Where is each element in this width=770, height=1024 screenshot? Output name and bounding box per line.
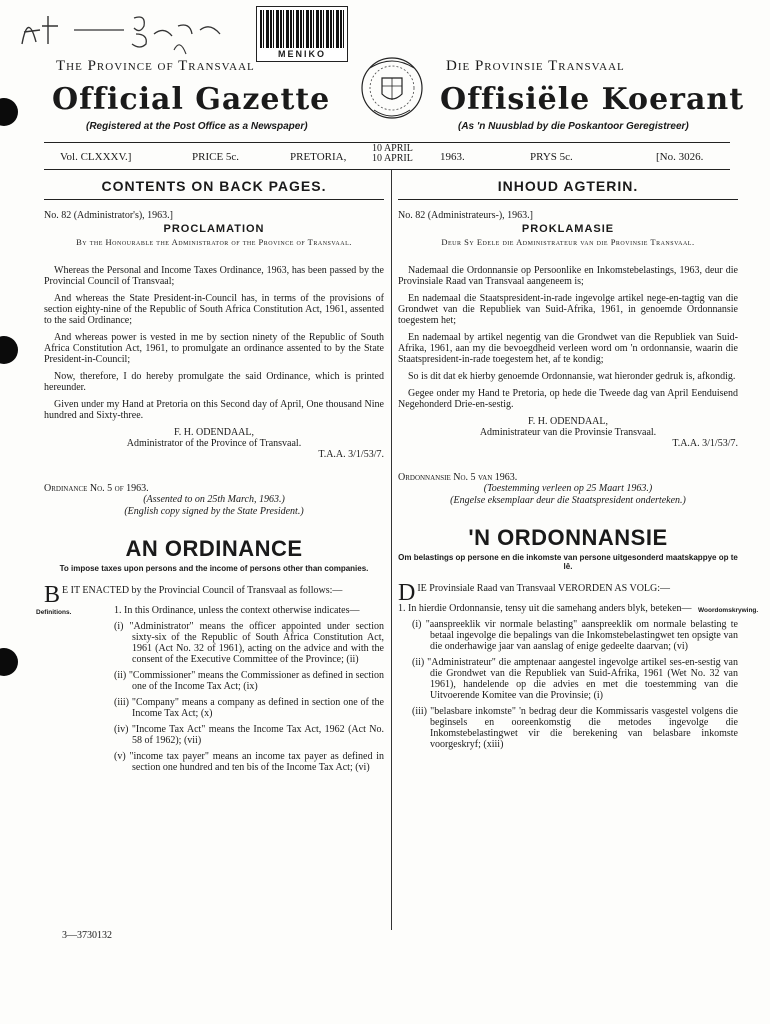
issue-date — [372, 144, 413, 164]
price-af: PRYS 5c. — [530, 151, 573, 163]
signatory-title: Administrateur van die Provinsie Transvaal. — [479, 427, 657, 438]
signatory-name: F. H. ODENDAAL, — [527, 416, 609, 427]
barcode-bars — [260, 10, 344, 48]
ordinance-number: Ordonnansie No. 5 van 1963. — [398, 472, 518, 483]
place: PRETORIA, — [290, 151, 347, 163]
signatory-title: Administrator of the Province of Transvaal. — [126, 438, 302, 449]
punch-hole — [0, 648, 18, 676]
column-divider — [391, 170, 392, 930]
paragraph: Given under my Hand at Pretoria on this Second day of April, One thousand Nine hundred and Sixty-three. — [44, 399, 384, 421]
barcode — [256, 6, 348, 62]
drop-cap: D — [398, 580, 416, 606]
enacting-text: IE Provinsiale Raad van Transvaal VERORDEN AS VOLG:— — [417, 583, 671, 594]
paragraph: En nademaal die Staatspresident-in-rade ingevolge artikel nege-en-tagtig van die Grondwet van die Republiek van Suid-Afrika, 1961, in genoemde Ordonnansie toegestem het; — [398, 293, 738, 326]
signed-copy-note: (English copy signed by the State President.) — [124, 506, 304, 517]
paragraph: Nademaal die Ordonnansie op Persoonlike en Inkomstebelastings, 1963, deur die Provinsiale Raad van Transvaal aangeneem is; — [398, 265, 738, 287]
issue-date-line: 10 APRIL — [372, 143, 413, 154]
paragraph: Gegee onder my Hand te Pretoria, op hede die Tweede dag van April Eenduisend Negehonderd Drie-en-sestig. — [398, 388, 738, 410]
paragraph: And whereas power is vested in me by section ninety of the Republic of South Africa Constitution Act, 1961, to promulgate an ordinance assented to by the State President-in-Council; — [44, 332, 384, 365]
paragraph: En nademaal by artikel negentig van die Grondwet van die Republiek van Suid-Afrika, 1961, aan my die bevoegdheid verleen word om 'n ordonnansie, waarin die Staatspresident-in-rade toegestem het, af te kondig; — [398, 332, 738, 365]
enacting-clause — [44, 582, 384, 608]
contents-note: INHOUD AGTERIN. — [398, 170, 738, 200]
proclamation-authority: Deur Sy Edele die Administrateur van die Provinsie Transvaal. — [441, 237, 695, 247]
issue-number: [No. 3026. — [656, 151, 704, 163]
ordinance-subtitle: Om belastings op persone en die inkomste van persone uitgesonderd maatskappye op te lê. — [398, 553, 738, 571]
paragraph: And whereas the State President-in-Council has, in terms of the provisions of section eighty-nine of the Republic of South Africa Constitution Act, 1961, assented to the said Ordinance; — [44, 293, 384, 326]
registered-note-af: (As 'n Nuusblad by die Poskantoor Geregistreer) — [458, 121, 689, 132]
definition-item: (iii) "belasbare inkomste" 'n bedrag deur die Kommissaris vasgestel volgens die beginsels en ooreenkomstig die metodes ingevolge die Inkomstebelastingwet vir die berekening van belasbare inkomste voorgeskryf; (xiii) — [412, 706, 738, 750]
volume-number: Vol. CLXXXV.] — [60, 151, 132, 163]
ordinance-title: AN ORDINANCE — [125, 536, 303, 561]
registered-note-en: (Registered at the Post Office as a Newspaper) — [86, 121, 308, 132]
punch-hole — [0, 98, 18, 126]
signed-copy-note: (Engelse eksemplaar deur die Staatspresident onderteken.) — [450, 495, 686, 506]
issue-info-bar — [44, 142, 730, 170]
signature-block — [398, 416, 738, 438]
paragraph: Now, therefore, I do hereby promulgate the said Ordinance, which is printed hereunder. — [44, 371, 384, 393]
definition-item: (iv) "Income Tax Act" means the Income Tax Act, 1962 (Act No. 58 of 1962); (vii) — [114, 724, 384, 746]
assent-date: (Assented to on 25th March, 1963.) — [143, 494, 285, 505]
contents-note: CONTENTS ON BACK PAGES. — [44, 170, 384, 200]
signature-block — [44, 427, 384, 449]
issue-date-line: 10 APRIL — [372, 153, 413, 164]
barcode-label: MENIKO — [278, 49, 326, 59]
signatory-name: F. H. ODENDAAL, — [173, 427, 255, 438]
ordinance-subtitle: To impose taxes upon persons and the income of persons other than companies. — [59, 564, 369, 573]
definition-item: (i) "aanspreeklik vir normale belasting" aanspreeklik om normale belasting te betaal ingevolge die bepalings van die Inkomstebelastingwet ten opsigte van die onderhawige jaar van aanslag of enige gedeelte daarvan; (vi) — [412, 619, 738, 652]
clause-1 — [398, 603, 759, 614]
definition-item: (i) "Administrator" means the officer appointed under section sixty-six of the Republic of South Africa Constitution Act, 1961 (Act No. 32 of 1961), acting on the advice and with the consent of the Executive Committee of the Province; (ii) — [114, 621, 384, 665]
proclamation-heading: PROKLAMASIE — [521, 223, 615, 235]
assent-date: (Toestemming verleen op 25 Maart 1963.) — [483, 483, 653, 494]
clause-text: 1. In this Ordinance, unless the context otherwise indicates— — [114, 605, 360, 616]
margin-note: Woordomskrywing. — [698, 607, 759, 614]
enacting-text: E IT ENACTED by the Provincial Council of Transvaal as follows:— — [62, 585, 343, 596]
paragraph: So is dit dat ek hierby genoemde Ordonnansie, wat hieronder gedruk is, afkondig. — [408, 371, 736, 382]
ordinance-title: 'N ORDONNANSIE — [468, 525, 668, 550]
masthead-province-af: Die Provinsie Transvaal — [446, 58, 625, 74]
file-reference: T.A.A. 3/1/53/7. — [318, 449, 384, 460]
print-code: 3—3730132 — [62, 930, 112, 941]
definition-item: (iii) "Company" means a company as defined in section one of the Income Tax Act; (x) — [114, 697, 384, 719]
issue-year: 1963. — [440, 151, 465, 163]
drop-cap: B — [44, 582, 61, 608]
proclamation-authority: By the Honourable the Administrator of the Province of Transvaal. — [76, 237, 352, 247]
english-column — [36, 170, 384, 773]
ordinance-number: Ordinance No. 5 of 1963. — [44, 483, 149, 494]
definition-item: (v) "income tax payer" means an income tax payer as defined in section one hundred and ten bis of the Income Tax Act; (vi) — [114, 751, 384, 773]
masthead-title-af: Offisiële Koerant — [440, 82, 745, 117]
punch-hole — [0, 336, 18, 364]
masthead-title-en: Official Gazette — [52, 82, 331, 117]
handwritten-annotation — [14, 4, 254, 64]
masthead-province-en: The Province of Transvaal — [56, 58, 255, 74]
clause-text: 1. In hierdie Ordonnansie, tensy uit die samehang anders blyk, beteken— — [398, 603, 692, 614]
afrikaans-column — [398, 170, 759, 750]
proclamation-ref: No. 82 (Administrateurs-), 1963.] — [398, 210, 533, 221]
enacting-clause — [398, 580, 738, 606]
definition-item: (ii) "Commissioner" means the Commissioner as defined in section one of the Income Tax Act; (ix) — [114, 670, 384, 692]
proclamation-ref: No. 82 (Administrator's), 1963.] — [44, 210, 174, 221]
file-reference: T.A.A. 3/1/53/7. — [672, 438, 738, 449]
margin-note: Definitions. — [36, 609, 72, 616]
clause-1 — [36, 605, 384, 616]
definition-item: (ii) "Administrateur" die amptenaar aangestel ingevolge artikel ses-en-sestig van die Grondwet van die Republiek van Suid-Afrika, 1961 (Wet No. 32 van 1961), handelende op die advies en met die toestemming van die Uitvoerende Komitee van die Provinsie; (i) — [412, 657, 738, 701]
coat-of-arms-icon — [354, 48, 430, 128]
paragraph: Whereas the Personal and Income Taxes Ordinance, 1963, has been passed by the Provincial Council of Transvaal; — [44, 265, 384, 287]
proclamation-heading: PROCLAMATION — [163, 223, 265, 235]
price-en: PRICE 5c. — [192, 151, 240, 163]
